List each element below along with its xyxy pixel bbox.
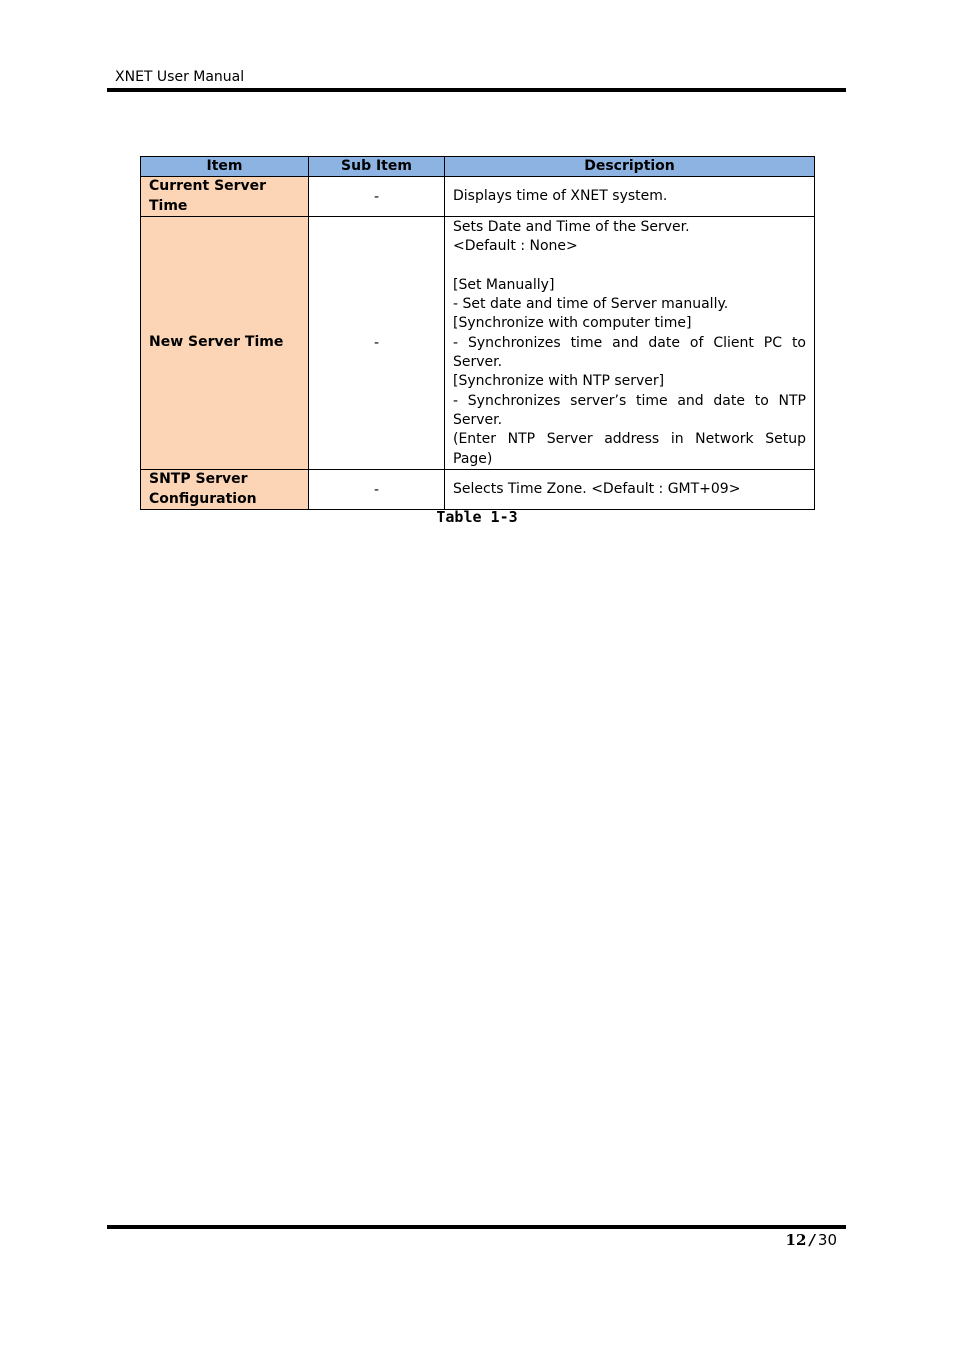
row-item-cell: SNTP Server Configuration	[141, 470, 309, 510]
row-description-cell	[445, 217, 815, 470]
document-header-title: XNET User Manual	[115, 69, 245, 85]
description-line: Sets Date and Time of the Server.	[453, 219, 690, 235]
description-line: [Synchronize with computer time]	[453, 315, 692, 332]
page-number-separator: /	[809, 1231, 815, 1249]
row-item-cell: New Server Time	[141, 217, 309, 470]
table-caption: Table 1-3	[436, 508, 518, 526]
page-number	[786, 1231, 837, 1249]
description-line: <Default : None>	[453, 238, 578, 255]
description-line: Displays time of XNET system.	[453, 187, 668, 204]
description-line: - Set date and time of Server manually.	[453, 296, 729, 313]
description-line: (Enter NTP Server address in Network Setup	[453, 431, 806, 448]
table-row	[141, 470, 815, 510]
description-line: Server.	[453, 411, 503, 428]
row-description-cell	[445, 470, 815, 510]
description-line: - Synchronizes time and date of Client PC to	[453, 334, 806, 351]
description-line: Page)	[453, 450, 493, 467]
table-row	[141, 217, 815, 470]
description-line: Selects Time Zone. <Default : GMT+09>	[453, 480, 741, 497]
description-line	[453, 257, 806, 276]
page-number-current: 12	[785, 1231, 807, 1249]
table-row	[141, 177, 815, 217]
table-header-row	[141, 157, 815, 177]
description-line: - Synchronizes server’s time and date to NTP	[453, 392, 806, 409]
header-rule	[107, 88, 846, 92]
column-header-item: Item	[141, 157, 309, 177]
row-sub-item-cell: -	[309, 177, 445, 217]
description-line: Server.	[453, 354, 503, 371]
row-sub-item-cell: -	[309, 217, 445, 470]
spec-table	[140, 156, 815, 510]
description-line: [Synchronize with NTP server]	[453, 373, 665, 390]
column-header-description: Description	[445, 157, 815, 177]
row-item-cell: Current Server Time	[141, 177, 309, 217]
row-sub-item-cell: -	[309, 470, 445, 510]
description-line: [Set Manually]	[453, 276, 555, 293]
page-number-total: 30	[817, 1231, 837, 1249]
row-description-cell	[445, 177, 815, 217]
column-header-sub-item: Sub Item	[309, 157, 445, 177]
footer-rule	[107, 1225, 846, 1229]
